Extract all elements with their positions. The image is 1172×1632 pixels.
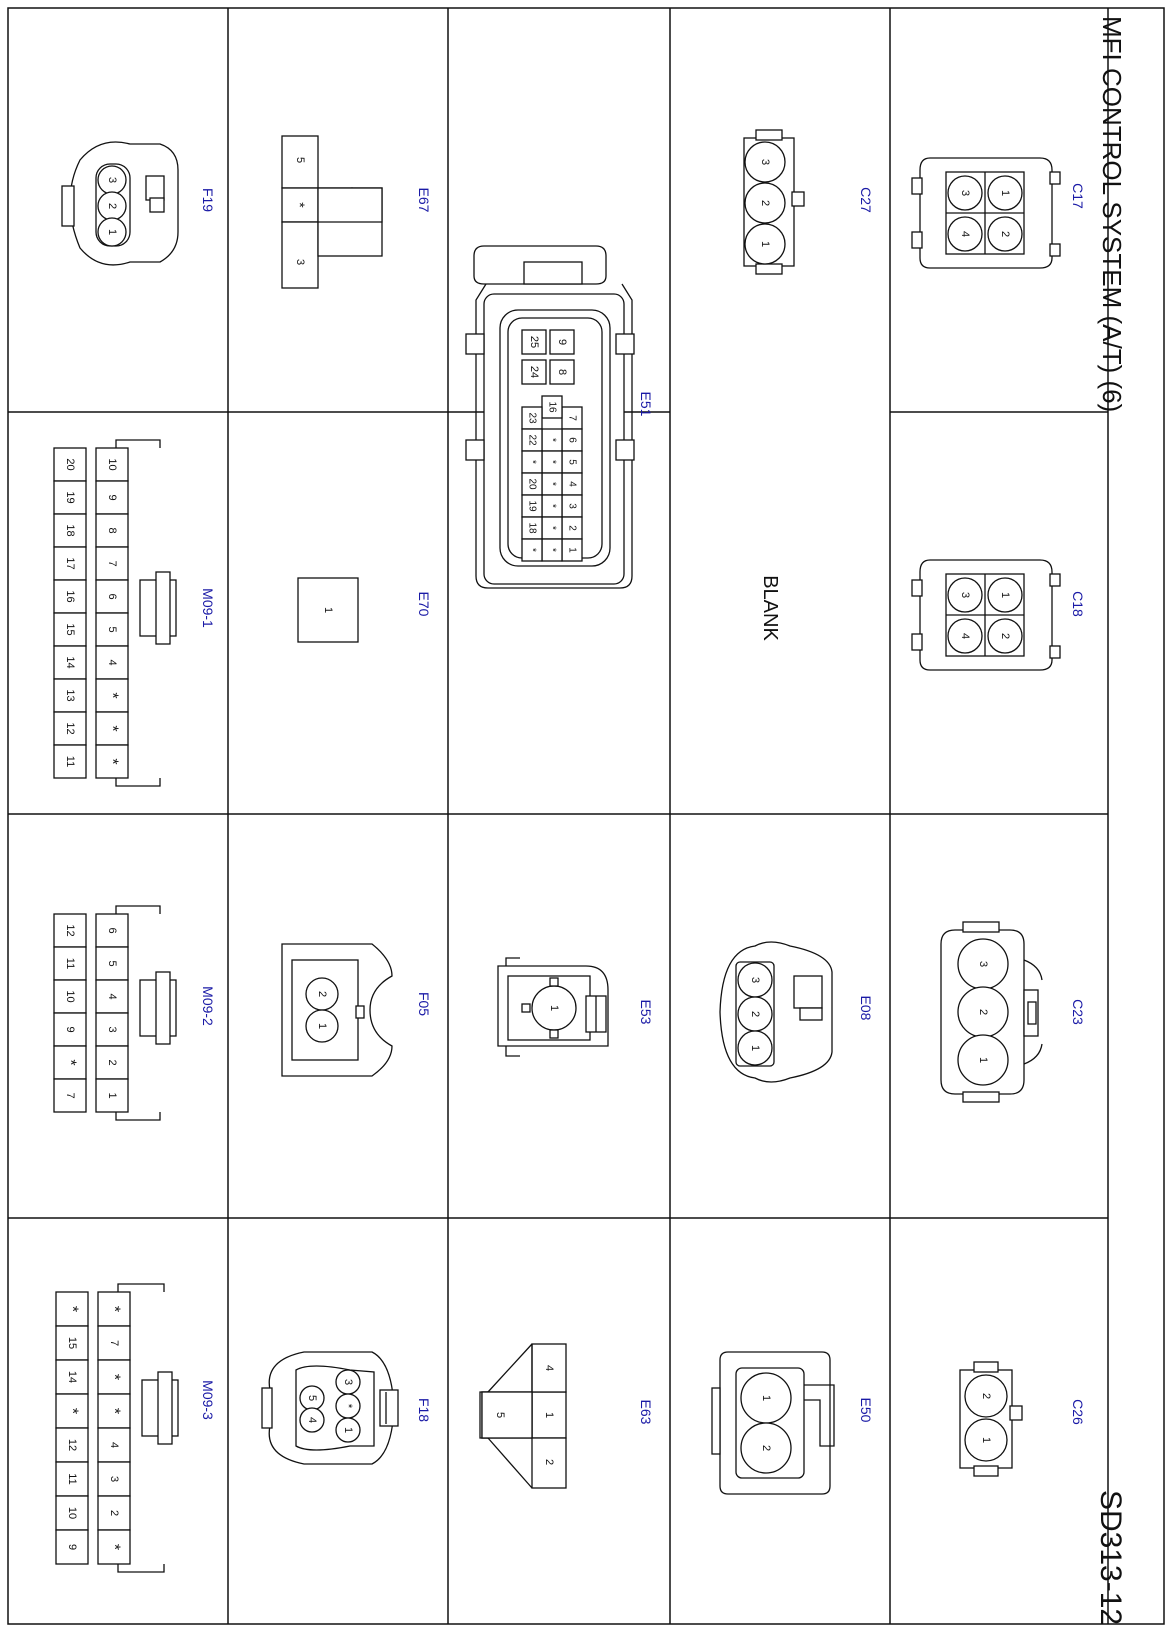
pin-number: *: [342, 1403, 354, 1409]
pin-number: 16: [546, 401, 558, 413]
pin-number: 3: [106, 176, 118, 184]
pin-number: *: [103, 758, 121, 765]
pin-number: 3: [749, 976, 761, 984]
pin-number: 15: [66, 1336, 78, 1350]
connector-m09-1: [54, 440, 216, 786]
connector-label: E08: [858, 995, 874, 1021]
connector-label: E63: [638, 1399, 654, 1425]
pin-number: 1: [322, 606, 334, 614]
pin-number: 1: [543, 1411, 555, 1419]
pin-number: 2: [760, 1444, 772, 1452]
pin-number: 5: [566, 459, 578, 465]
pin-number: 1: [759, 240, 771, 248]
connector-label: M09-2: [200, 986, 216, 1026]
pin-number: *: [526, 548, 538, 552]
connector-label: E70: [416, 591, 432, 617]
pin-number: 1: [548, 1004, 560, 1012]
pin-number: *: [546, 504, 558, 508]
pin-number: 3: [108, 1475, 120, 1483]
blank-label: BLANK: [759, 575, 781, 641]
connector-f19: [62, 142, 216, 265]
pin-number: 3: [342, 1378, 354, 1386]
pin-number: 2: [999, 632, 1011, 640]
pin-number: 4: [566, 481, 578, 487]
pin-number: *: [546, 438, 558, 442]
pin-number: *: [105, 1407, 123, 1415]
pin-number: 3: [959, 591, 971, 599]
pin-number: 2: [108, 1509, 120, 1517]
pin-number: 3: [566, 503, 578, 509]
pin-number: 7: [64, 1092, 76, 1099]
connector-c26: [960, 1362, 1086, 1476]
pin-number: 4: [106, 993, 118, 1000]
pin-number: 4: [543, 1364, 555, 1372]
pin-number: 10: [66, 1506, 78, 1520]
pin-number: *: [103, 692, 121, 699]
pin-number: 1: [342, 1426, 354, 1434]
pin-number: 5: [106, 960, 118, 967]
pin-number: 24: [528, 365, 540, 379]
pin-number: *: [292, 202, 308, 208]
pin-number: 15: [64, 623, 76, 636]
pin-number: 2: [999, 230, 1011, 238]
pin-number: 18: [526, 522, 538, 534]
pin-number: 11: [64, 755, 76, 768]
connector-label: E51: [638, 391, 654, 417]
pin-number: 14: [64, 656, 76, 669]
pin-number: *: [63, 1305, 81, 1313]
pin-number: 1: [760, 1394, 772, 1402]
connector-label: F05: [416, 991, 432, 1017]
pin-number: 14: [66, 1370, 78, 1384]
pin-number: 7: [106, 560, 118, 567]
connector-e67: [282, 136, 432, 288]
pin-number: 12: [64, 722, 76, 735]
pin-number: 6: [106, 927, 118, 934]
pin-number: 11: [64, 957, 76, 970]
pin-number: *: [105, 1543, 123, 1551]
pin-number: 25: [528, 335, 540, 349]
pin-number: 2: [106, 1059, 118, 1066]
pin-number: *: [63, 1407, 81, 1415]
connector-c18: [912, 560, 1086, 670]
connector-e70: [298, 578, 432, 642]
pin-number: 9: [66, 1543, 78, 1551]
pin-number: 9: [106, 494, 118, 501]
pin-number: 20: [526, 478, 538, 490]
pin-number: 1: [316, 1022, 328, 1030]
pin-number: 4: [959, 230, 971, 238]
pin-number: 7: [108, 1339, 120, 1347]
pin-number: 5: [106, 626, 118, 633]
pin-number: 5: [294, 156, 306, 164]
pin-number: 1: [106, 228, 118, 236]
pin-number: *: [546, 548, 558, 552]
pin-number: 1: [749, 1044, 761, 1052]
connector-label: C26: [1070, 1399, 1086, 1425]
pin-number: 10: [64, 990, 76, 1003]
pin-number: *: [546, 482, 558, 486]
connector-label: M09-3: [200, 1380, 216, 1420]
connector-label: C23: [1070, 999, 1086, 1025]
pin-number: 2: [749, 1010, 761, 1018]
pin-number: 19: [64, 491, 76, 504]
pin-number: 2: [106, 202, 118, 210]
pin-number: 2: [759, 199, 771, 207]
pin-number: 2: [316, 990, 328, 998]
pin-number: 11: [66, 1473, 78, 1485]
pin-number: 12: [64, 924, 76, 937]
pin-number: 18: [64, 524, 76, 537]
pin-number: 2: [566, 525, 578, 531]
connector-label: M09-1: [200, 588, 216, 628]
connector-f18: [262, 1352, 432, 1464]
connector-e63: [480, 1344, 654, 1488]
pin-number: 6: [566, 437, 578, 443]
connector-label: F18: [416, 1397, 432, 1423]
connector-e53: [498, 958, 654, 1056]
pin-number: 20: [64, 458, 76, 471]
pin-number: 6: [106, 593, 118, 600]
pin-number: 1: [980, 1436, 992, 1444]
pin-number: 23: [526, 412, 538, 424]
pin-number: 2: [543, 1458, 555, 1466]
pin-number: *: [105, 1373, 123, 1381]
pin-number: 10: [106, 458, 118, 471]
page-title: MFI CONTROL SYSTEM (A/T) (6): [1096, 16, 1127, 413]
pin-number: 1: [106, 1092, 118, 1099]
connector-c23: [941, 922, 1086, 1102]
pin-number: 4: [306, 1416, 318, 1424]
pin-number: 3: [759, 158, 771, 166]
pin-number: 4: [108, 1441, 120, 1449]
pin-number: 4: [959, 632, 971, 640]
connector-label: E53: [638, 999, 654, 1025]
pin-number: 1: [999, 189, 1011, 197]
connector-c17: [912, 158, 1086, 268]
connector-e51: [466, 246, 654, 588]
pin-number: *: [546, 460, 558, 464]
connector-c27: [744, 130, 874, 274]
connector-label: C27: [858, 187, 874, 213]
pin-number: 4: [106, 659, 118, 666]
pin-number: 1: [999, 591, 1011, 599]
pin-number: 2: [980, 1392, 992, 1400]
pin-number: 2: [977, 1008, 989, 1016]
pin-number: 8: [106, 527, 118, 534]
pin-number: 7: [566, 415, 578, 421]
connector-label: C18: [1070, 591, 1086, 617]
connector-m09-2: [54, 906, 216, 1120]
pin-number: 1: [566, 547, 578, 553]
pin-number: 3: [106, 1026, 118, 1033]
pin-number: 3: [977, 960, 989, 968]
connector-label: E50: [858, 1397, 874, 1423]
pin-number: *: [103, 725, 121, 732]
pin-number: 9: [556, 338, 568, 346]
pin-number: 22: [526, 434, 538, 446]
pin-number: 19: [526, 500, 538, 512]
pin-number: *: [61, 1059, 79, 1066]
pin-number: 5: [494, 1411, 506, 1419]
connector-label: E67: [416, 187, 432, 213]
blank-cell: [759, 575, 781, 641]
page-id: SD313-12: [1094, 1490, 1128, 1626]
pin-number: 5: [306, 1394, 318, 1402]
connector-e50: [712, 1352, 874, 1494]
pin-number: 17: [64, 557, 76, 570]
pin-number: 16: [64, 590, 76, 603]
pin-number: 8: [556, 368, 568, 376]
pin-number: 13: [64, 689, 76, 702]
pin-number: 1: [977, 1056, 989, 1064]
connector-label: F19: [200, 187, 216, 213]
pin-number: *: [526, 460, 538, 464]
pin-number: 9: [64, 1026, 76, 1033]
pin-number: *: [105, 1305, 123, 1313]
pin-number: 12: [66, 1438, 78, 1452]
connector-e08: [720, 942, 874, 1082]
pin-number: *: [546, 526, 558, 530]
connector-m09-3: [56, 1284, 216, 1572]
connector-f05: [282, 944, 432, 1076]
pin-number: 3: [294, 258, 306, 266]
connector-label: C17: [1070, 183, 1086, 209]
pin-number: 3: [959, 189, 971, 197]
